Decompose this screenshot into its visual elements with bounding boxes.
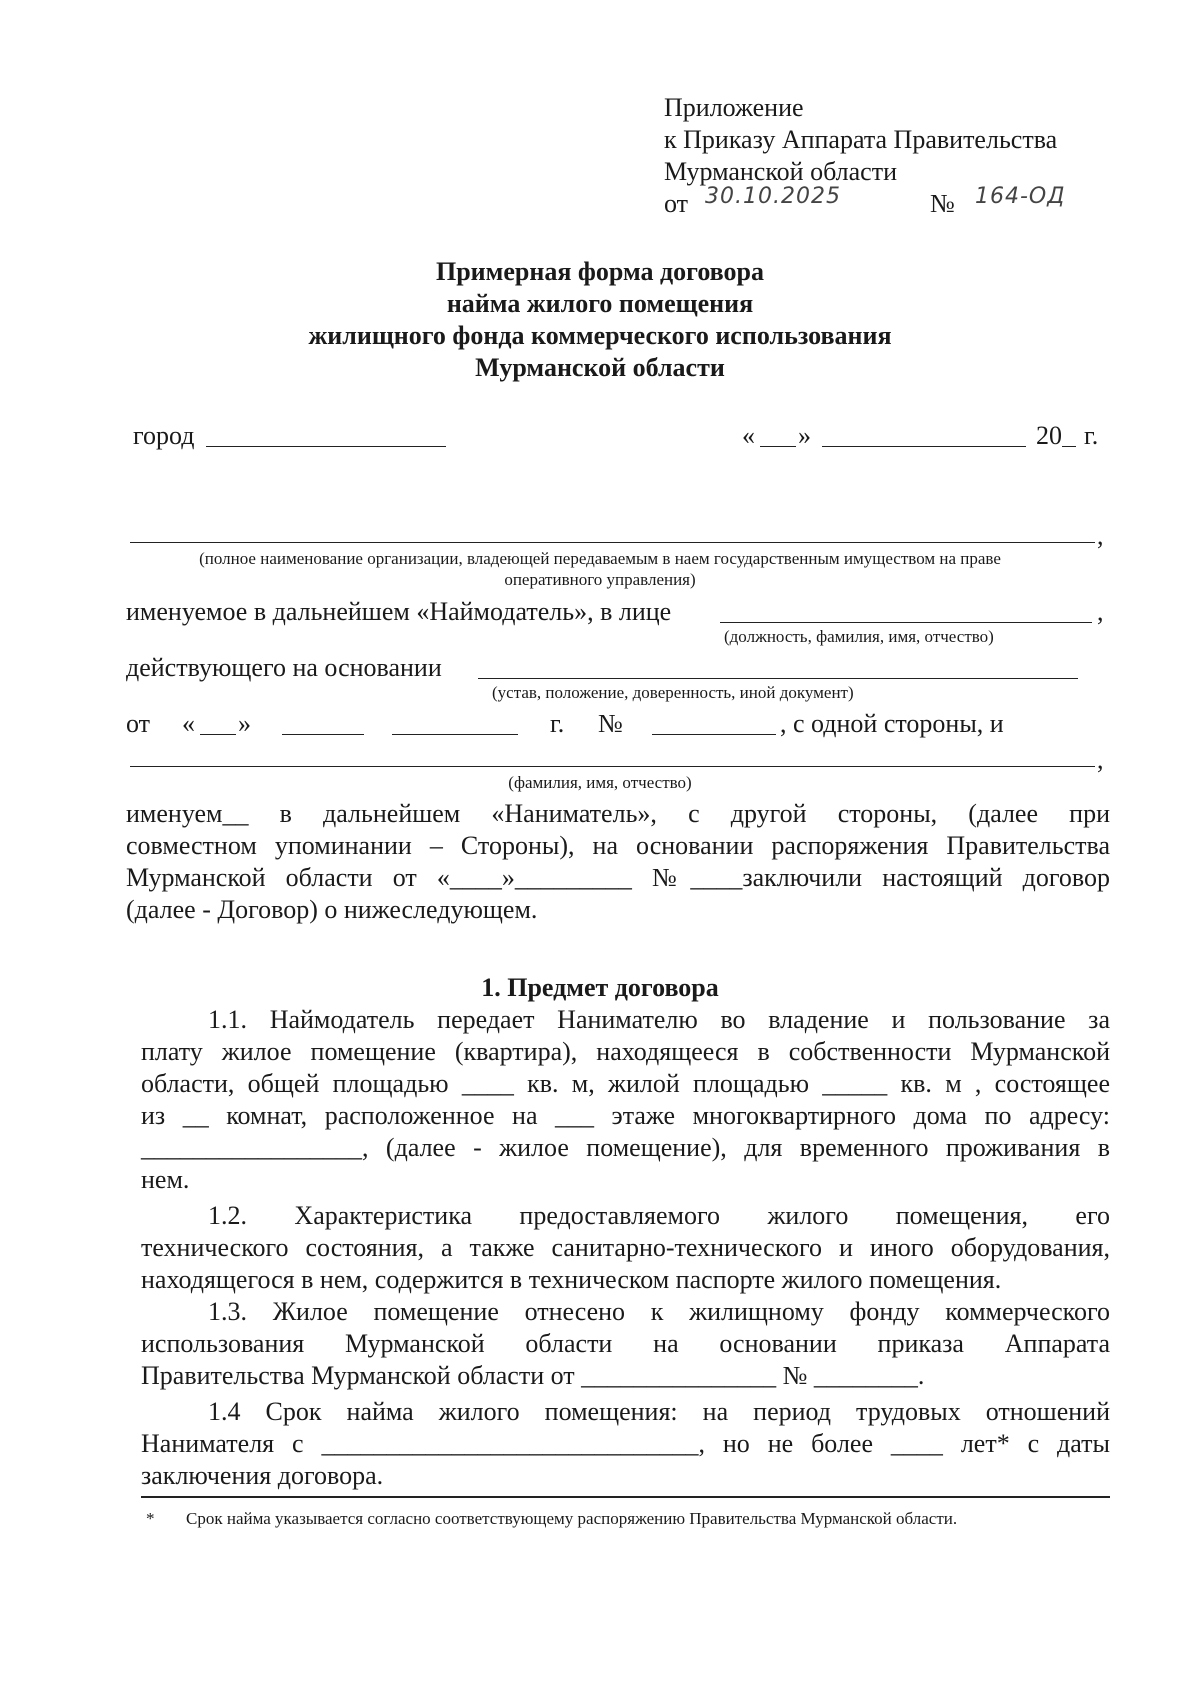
clause-1-3-line-1: 1.3. Жилое помещение отнесено к жилищному фонду коммерческого: [208, 1297, 1110, 1326]
city-label: город: [133, 421, 195, 450]
date-year-blank: [1062, 446, 1076, 447]
document-title-line-1: Примерная форма договора: [436, 257, 764, 286]
tenant-named-line-2: совместном упоминании – Стороны), на основании распоряжения Правительства: [126, 831, 1110, 860]
clause-1-1-line-4: из __ комнат, расположенное на ___ этаже многоквартирного дома по адресу:: [141, 1101, 1110, 1130]
clause-1-1-line-1: 1.1. Наймодатель передает Нанимателю во владение и пользование за: [208, 1005, 1110, 1034]
one-side-text: , с одной стороны, и: [780, 709, 1004, 738]
document-title-line-4: Мурманской области: [475, 353, 725, 382]
clause-1-2-line-2: технического состояния, а также санитарно-технического и иного оборудования,: [141, 1233, 1110, 1262]
date-year-prefix: 20: [1036, 421, 1062, 450]
from-day-blank: [200, 734, 236, 735]
from-quote-close: »: [238, 709, 251, 738]
clause-1-4-line-3: заключения договора.: [141, 1461, 384, 1490]
clause-1-3-line-2: использования Мурманской области на основании приказа Аппарата: [141, 1329, 1110, 1358]
appendix-handwritten-number: 164-ОД: [975, 184, 1066, 209]
tenant-name-hint: (фамилия, имя, отчество): [508, 773, 692, 792]
from-label: от: [126, 709, 151, 738]
clause-1-1-line-2: плату жилое помещение (квартира), находящееся в собственности Мурманской: [141, 1037, 1110, 1066]
acting-basis-text: действующего на основании: [126, 653, 442, 682]
clause-1-2-line-1: 1.2. Характеристика предоставляемого жилого помещения, его: [208, 1201, 1110, 1230]
city-blank: [206, 446, 446, 447]
from-number-blank: [652, 734, 776, 735]
landlord-named-text: именуемое в дальнейшем «Наймодатель», в лице: [126, 597, 672, 626]
appendix-line-3: Мурманской области: [664, 157, 897, 186]
appendix-line-2: к Приказу Аппарата Правительства: [664, 125, 1058, 154]
clause-1-3-line-3: Правительства Мурманской области от _______________ № ________.: [141, 1361, 925, 1390]
document-title-line-2: найма жилого помещения: [446, 289, 754, 318]
comma: ,: [1097, 745, 1104, 774]
clause-1-1-line-3: области, общей площадью ____ кв. м, жилой площадью _____ кв. м , состоящее: [141, 1069, 1110, 1098]
date-quote-close: »: [798, 421, 811, 450]
comma: ,: [1097, 521, 1104, 550]
appendix-handwritten-date: 30.10.2025: [705, 184, 841, 209]
acting-basis-hint: (устав, положение, доверенность, иной документ): [492, 683, 854, 702]
appendix-number-sign: №: [930, 189, 955, 218]
footnote-marker: *: [146, 1509, 155, 1528]
appendix-date-prefix: от: [664, 189, 689, 218]
tenant-named-line-1: именуем__ в дальнейшем «Наниматель», с другой стороны, (далее при: [126, 799, 1110, 828]
date-day-blank: [760, 446, 796, 447]
date-quote-open: «: [742, 421, 755, 450]
tenant-name-blank: [130, 766, 1095, 767]
landlord-rep-blank: [720, 622, 1092, 623]
from-month-blank: [282, 734, 364, 735]
section-1-heading: 1. Предмет договора: [481, 973, 719, 1002]
document-title-line-3: жилищного фонда коммерческого использования: [308, 321, 892, 350]
clause-1-1-line-5: _________________, (далее - жилое помещение), для временного проживания в: [141, 1133, 1110, 1162]
footnote-separator: [141, 1496, 1110, 1498]
landlord-org-hint-2: оперативного управления): [504, 570, 696, 589]
from-year-suffix: г.: [550, 709, 565, 738]
from-quote-open: «: [182, 709, 195, 738]
comma: ,: [1097, 597, 1104, 626]
clause-1-4-line-2: Нанимателя с _____________________________, но не более ____ лет* с даты: [141, 1429, 1110, 1458]
acting-basis-blank: [478, 678, 1078, 679]
from-number-sign: №: [598, 709, 623, 738]
tenant-named-line-4: (далее - Договор) о нижеследующем.: [126, 895, 538, 924]
clause-1-4-line-1: 1.4 Срок найма жилого помещения: на период трудовых отношений: [208, 1397, 1110, 1426]
footnote-text: Срок найма указывается согласно соответствующему распоряжению Правительства Мурманской области.: [186, 1509, 958, 1528]
from-year-blank: [392, 734, 518, 735]
landlord-org-blank: [130, 542, 1095, 543]
appendix-line-1: Приложение: [664, 93, 804, 122]
clause-1-1-line-6: нем.: [141, 1165, 190, 1194]
tenant-named-line-3: Мурманской области от «____»_________ №____заключили настоящий договор: [126, 863, 1110, 892]
clause-1-2-line-3: находящегося в нем, содержится в техническом паспорте жилого помещения.: [141, 1265, 1002, 1294]
date-year-suffix: г.: [1084, 421, 1099, 450]
date-month-blank: [822, 446, 1026, 447]
landlord-rep-hint: (должность, фамилия, имя, отчество): [724, 627, 994, 646]
landlord-org-hint-1: (полное наименование организации, владеющей передаваемым в наем государственным имуществом на праве: [199, 549, 1001, 568]
